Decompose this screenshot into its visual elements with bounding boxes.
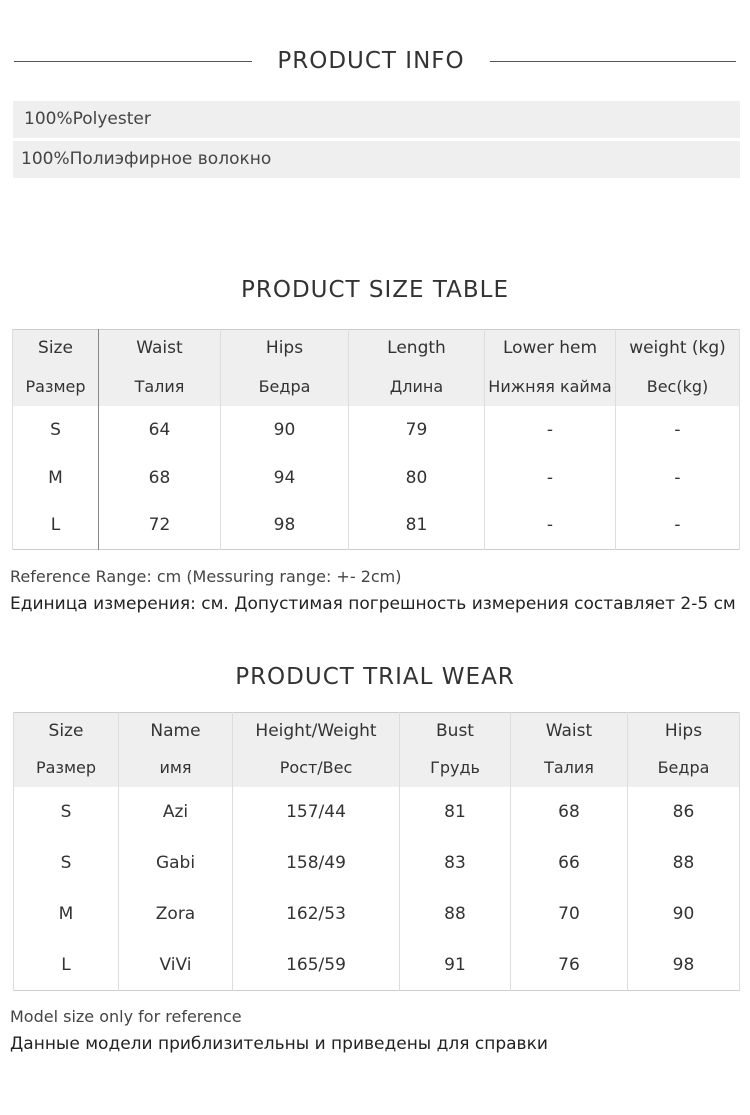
size-note-ru: Единица измерения: см. Допустимая погрешность измерения составляет 2-5 см [10,594,736,614]
table-row [13,502,740,550]
table-header-ru-cell: Размер [14,749,119,787]
table-header-en-cell: Bust [400,713,511,749]
table-header-ru-cell: Вес(kg) [616,367,740,406]
table-row-cell: Azi [119,787,233,838]
table-row-cell: 165/59 [233,940,400,991]
table-row-cell: ViVi [119,940,233,991]
header-divider-left [14,61,252,62]
material-ru: 100%Полиэфирное волокно [13,141,740,178]
table-row-cell: 90 [628,889,740,940]
table-row [13,406,740,454]
trial-note-en: Model size only for reference [10,1007,242,1026]
table-header-ru-cell: Рост/Вес [233,749,400,787]
table-header-ru-cell: Размер [13,367,99,406]
table-row-cell: - [485,406,616,454]
table-row-cell: L [13,502,99,550]
table-header-en-cell: weight (kg) [616,330,740,367]
table-header-en-cell: Hips [221,330,349,367]
table-header-en [13,330,740,367]
table-row [13,454,740,502]
table-row [14,787,740,838]
table-header-en-cell: Waist [99,330,221,367]
table-header-ru-cell: Бедра [628,749,740,787]
table-header-en [14,713,740,749]
table-header-ru-cell: Нижняя кайма [485,367,616,406]
table-header-ru-cell: Грудь [400,749,511,787]
table-row-cell: 158/49 [233,838,400,889]
table-row-cell: L [14,940,119,991]
table-row-cell: - [485,454,616,502]
table-header-en-cell: Size [14,713,119,749]
table-row-cell: 88 [400,889,511,940]
table-header-en-cell: Length [349,330,485,367]
table-row-cell: 70 [511,889,628,940]
table-row-cell: - [485,502,616,550]
table-header-ru [13,367,740,406]
trial-table [13,712,740,991]
header-divider-right [490,61,736,62]
table-row-cell: 72 [99,502,221,550]
product-info-title: PRODUCT INFO [277,48,465,74]
table-row-cell: 79 [349,406,485,454]
table-row-cell: 86 [628,787,740,838]
table-row-cell: 76 [511,940,628,991]
table-header-ru-cell: Длина [349,367,485,406]
table-header-en-cell: Hips [628,713,740,749]
table-row-cell: - [616,502,740,550]
table-row-cell: 157/44 [233,787,400,838]
material-en: 100%Polyester [13,101,740,138]
table-row-cell: 66 [511,838,628,889]
table-row-cell: - [616,406,740,454]
table-row-cell: 80 [349,454,485,502]
table-header-en-cell: Height/Weight [233,713,400,749]
table-header-en-cell: Waist [511,713,628,749]
table-row-cell: Zora [119,889,233,940]
trial-note-ru: Данные модели приблизительны и приведены для справки [10,1034,548,1054]
table-row-cell: Gabi [119,838,233,889]
table-row-cell: 68 [511,787,628,838]
table-row-cell: 98 [628,940,740,991]
table-row-cell: 90 [221,406,349,454]
table-header-ru-cell: имя [119,749,233,787]
table-header-en-cell: Size [13,330,99,367]
size-note-en: Reference Range: cm (Messuring range: +- 2cm) [10,567,402,586]
product-info-header [0,40,750,84]
size-table-title: PRODUCT SIZE TABLE [240,277,510,303]
table-row-cell: 94 [221,454,349,502]
trial-table-title: PRODUCT TRIAL WEAR [235,664,515,690]
table-header-ru [14,749,740,787]
table-header-ru-cell: Бедра [221,367,349,406]
table-row [14,838,740,889]
table-row-cell: S [14,838,119,889]
table-row-cell: M [14,889,119,940]
table-row [14,889,740,940]
table-header-en-cell: Name [119,713,233,749]
table-row-cell: S [13,406,99,454]
table-row-cell: S [14,787,119,838]
table-header-ru-cell: Талия [99,367,221,406]
table-row-cell: 81 [349,502,485,550]
table-row-cell: 81 [400,787,511,838]
table-row-cell: 98 [221,502,349,550]
table-row-cell: 68 [99,454,221,502]
table-header-ru-cell: Талия [511,749,628,787]
table-row-cell: 64 [99,406,221,454]
table-row-cell: - [616,454,740,502]
table-header-en-cell: Lower hem [485,330,616,367]
table-row-cell: 83 [400,838,511,889]
table-row-cell: 162/53 [233,889,400,940]
table-row-cell: M [13,454,99,502]
table-row-cell: 88 [628,838,740,889]
table-row-cell: 91 [400,940,511,991]
size-table [12,329,740,550]
table-row [14,940,740,991]
